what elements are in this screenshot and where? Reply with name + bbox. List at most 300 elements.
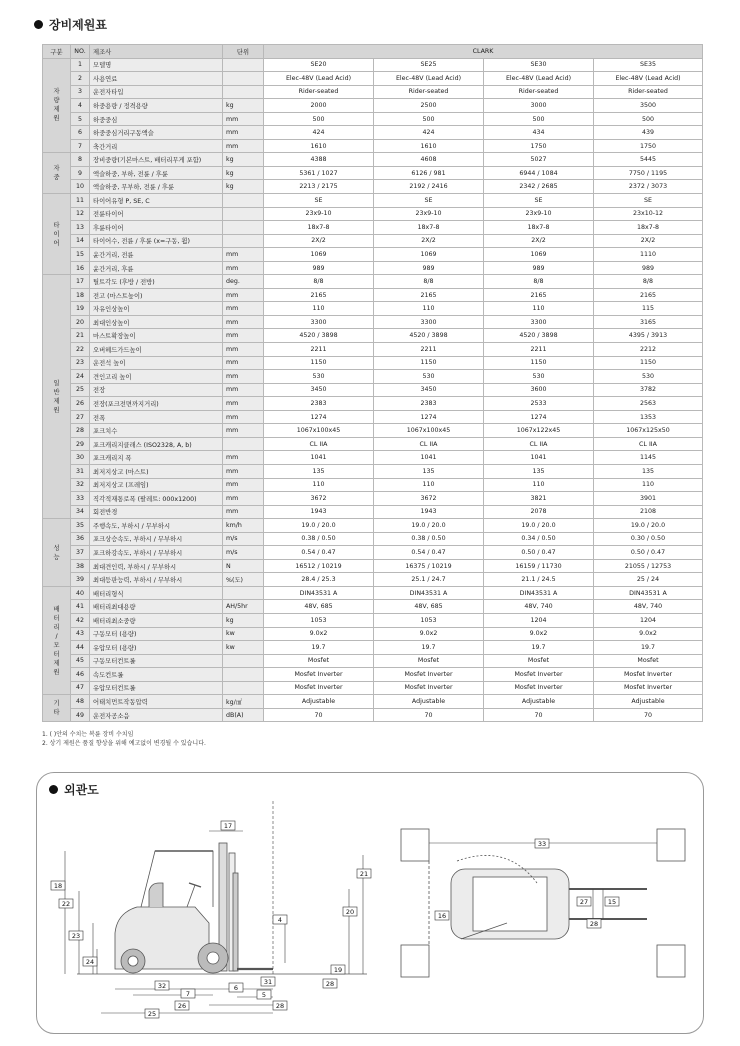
spec-value: 1274 (484, 410, 594, 424)
footnote-1: 1. ( )안의 수치는 복륜 장비 수치임 (42, 731, 134, 738)
spec-value: 2165 (264, 288, 374, 302)
spec-name: 윤간거리, 전륜 (90, 248, 223, 262)
table-row (43, 126, 703, 140)
spec-value: 2211 (484, 343, 594, 357)
spec-value: 2108 (594, 505, 703, 519)
row-number: 25 (71, 383, 90, 397)
row-number: 24 (71, 370, 90, 384)
spec-value: 2X/2 (264, 234, 374, 248)
row-number: 11 (71, 194, 90, 208)
spec-value: 2211 (374, 343, 484, 357)
dim-label-28b (323, 979, 337, 988)
spec-value: 115 (594, 302, 703, 316)
svg-text:7: 7 (185, 990, 191, 998)
spec-value: 18x7-8 (484, 221, 594, 235)
spec-value: SE (374, 194, 484, 208)
spec-value: Mosfet (484, 654, 594, 668)
spec-value: 5445 (594, 153, 703, 167)
spec-value: 70 (594, 708, 703, 722)
spec-value: 25.1 / 24.7 (374, 573, 484, 587)
dim-label-7 (181, 989, 195, 998)
row-number: 12 (71, 207, 90, 221)
spec-name: 최대견인력, 부하시 / 무부하시 (90, 559, 223, 573)
spec-name: 하중중심거리구동액슬 (90, 126, 223, 140)
spec-value: 2500 (374, 99, 484, 113)
spec-name: 틸트각도 (후방 / 전방) (90, 275, 223, 289)
table-row (43, 275, 703, 289)
spec-value: 28.4 / 25.3 (264, 573, 374, 587)
row-number: 31 (71, 464, 90, 478)
table-row (43, 546, 703, 560)
spec-value: 1150 (264, 356, 374, 370)
spec-value: 2X/2 (594, 234, 703, 248)
spec-value: 0.34 / 0.50 (484, 532, 594, 546)
spec-value: 989 (374, 261, 484, 275)
row-number: 1 (71, 58, 90, 72)
spec-value: 1067x100x45 (264, 424, 374, 438)
spec-unit: mm (223, 112, 264, 126)
svg-text:22: 22 (61, 900, 71, 908)
dim-label-6 (229, 983, 243, 992)
spec-value: Elec-48V (Lead Acid) (594, 72, 703, 86)
spec-value: 500 (264, 112, 374, 126)
spec-value: 2563 (594, 397, 703, 411)
table-row (43, 207, 703, 221)
spec-unit: kg/㎠ (223, 695, 264, 709)
spec-unit (223, 586, 264, 600)
spec-value: 18x7-8 (374, 221, 484, 235)
dim-label-24 (83, 957, 97, 966)
spec-name: 포크캐리지 폭 (90, 451, 223, 465)
svg-text:31: 31 (263, 978, 273, 986)
spec-table-body (43, 58, 703, 722)
spec-value: 1069 (374, 248, 484, 262)
category-cell: 성 능 (43, 519, 71, 587)
table-row (43, 451, 703, 465)
spec-unit (223, 437, 264, 451)
spec-value: 1150 (594, 356, 703, 370)
spec-unit (223, 221, 264, 235)
table-row (43, 343, 703, 357)
spec-value: 2X/2 (484, 234, 594, 248)
spec-unit: kg (223, 153, 264, 167)
spec-unit: mm (223, 139, 264, 153)
row-number: 28 (71, 424, 90, 438)
svg-text:6: 6 (233, 984, 239, 992)
spec-name: 최대인상높이 (90, 315, 223, 329)
spec-value: 500 (484, 112, 594, 126)
spec-value: 6126 / 981 (374, 166, 484, 180)
spec-value: 1041 (374, 451, 484, 465)
table-row (43, 573, 703, 587)
spec-value: 21.1 / 24.5 (484, 573, 594, 587)
spec-value: 135 (594, 464, 703, 478)
spec-value: 3901 (594, 492, 703, 506)
spec-name: 포크치수 (90, 424, 223, 438)
spec-value: 9.0x2 (264, 627, 374, 641)
spec-value: Mosfet Inverter (594, 668, 703, 682)
spec-name: 모델명 (90, 58, 223, 72)
spec-value: 4520 / 3898 (484, 329, 594, 343)
spec-unit: deg. (223, 275, 264, 289)
table-row (43, 505, 703, 519)
category-cell: 일 반 제 원 (43, 275, 71, 519)
table-row (43, 519, 703, 533)
spec-value: Rider-seated (374, 85, 484, 99)
spec-name: 주행속도, 부하시 / 무부하시 (90, 519, 223, 533)
spec-value: 9.0x2 (594, 627, 703, 641)
table-header-row (43, 45, 703, 59)
table-row (43, 464, 703, 478)
spec-unit (223, 234, 264, 248)
spec-name: 장비중량(기본마스트, 배터리무게 포함) (90, 153, 223, 167)
spec-name: 포크캐리지클래스 (ISO2328, A, b) (90, 437, 223, 451)
spec-value: SE (264, 194, 374, 208)
spec-value: 2165 (374, 288, 484, 302)
spec-table (42, 44, 703, 722)
spec-name: 전륜타이어 (90, 207, 223, 221)
spec-value: 2165 (594, 288, 703, 302)
spec-name: 최저지상고 (프레임) (90, 478, 223, 492)
spec-name: 배터리최대용량 (90, 600, 223, 614)
spec-name: 마스트확장높이 (90, 329, 223, 343)
spec-value: 2192 / 2416 (374, 180, 484, 194)
spec-unit: kw (223, 641, 264, 655)
spec-value: 48V, 740 (594, 600, 703, 614)
spec-name: 견인고리 높이 (90, 370, 223, 384)
spec-value: 48V, 685 (374, 600, 484, 614)
spec-value: 4388 (264, 153, 374, 167)
spec-unit: mm (223, 451, 264, 465)
spec-unit: kg (223, 613, 264, 627)
dim-label-28 (273, 1001, 287, 1010)
svg-text:28: 28 (275, 1002, 285, 1010)
spec-value: 110 (264, 302, 374, 316)
spec-value: 1041 (264, 451, 374, 465)
spec-unit: dB(A) (223, 708, 264, 722)
spec-value: 0.30 / 0.50 (594, 532, 703, 546)
dim-label-20 (343, 907, 357, 916)
spec-value: 2383 (374, 397, 484, 411)
dim-label-27 (577, 897, 591, 906)
row-number: 15 (71, 248, 90, 262)
spec-value: 18x7-8 (594, 221, 703, 235)
spec-value: 3600 (484, 383, 594, 397)
table-row (43, 194, 703, 208)
table-row (43, 424, 703, 438)
row-number: 42 (71, 613, 90, 627)
spec-value: 4520 / 3898 (374, 329, 484, 343)
row-number: 7 (71, 139, 90, 153)
spec-value: 135 (484, 464, 594, 478)
spec-value: 16159 / 11730 (484, 559, 594, 573)
spec-value: 16512 / 10219 (264, 559, 374, 573)
spec-value: 1750 (484, 139, 594, 153)
spec-value: Adjustable (374, 695, 484, 709)
spec-unit: mm (223, 464, 264, 478)
spec-name: 운전자공소음 (90, 708, 223, 722)
spec-value: 110 (594, 478, 703, 492)
category-cell: 배 터 리 / 모 터 제 원 (43, 586, 71, 694)
spec-name: 속도컨트롤 (90, 668, 223, 682)
row-number: 44 (71, 641, 90, 655)
spec-value: Adjustable (264, 695, 374, 709)
spec-unit: mm (223, 478, 264, 492)
spec-unit: mm (223, 315, 264, 329)
spec-value: 1943 (264, 505, 374, 519)
spec-unit: kg (223, 99, 264, 113)
spec-value: 0.38 / 0.50 (264, 532, 374, 546)
svg-text:5: 5 (261, 991, 267, 999)
spec-value: 2212 (594, 343, 703, 357)
table-row (43, 180, 703, 194)
spec-value: 4608 (374, 153, 484, 167)
table-row (43, 410, 703, 424)
spec-value: 1204 (484, 613, 594, 627)
table-row (43, 329, 703, 343)
spec-value: 989 (594, 261, 703, 275)
spec-value: 21055 / 12753 (594, 559, 703, 573)
table-row (43, 315, 703, 329)
spec-unit: mm (223, 410, 264, 424)
spec-name: 포크상승속도, 부하시 / 무부하시 (90, 532, 223, 546)
table-row (43, 437, 703, 451)
spec-value: 23x9-10 (264, 207, 374, 221)
category-cell: 기 타 (43, 695, 71, 722)
spec-unit: mm (223, 424, 264, 438)
bullet-icon (34, 20, 43, 29)
spec-value: 2213 / 2175 (264, 180, 374, 194)
spec-value: 16375 / 10219 (374, 559, 484, 573)
svg-text:24: 24 (85, 958, 95, 966)
spec-name: 축간거리 (90, 139, 223, 153)
spec-unit: kw (223, 627, 264, 641)
spec-name: 오버헤드가드높이 (90, 343, 223, 357)
spec-value: 500 (594, 112, 703, 126)
spec-value: 500 (374, 112, 484, 126)
spec-value: 70 (374, 708, 484, 722)
header-maker: 제조사 (90, 45, 223, 59)
spec-value: 3000 (484, 99, 594, 113)
dim-label-4 (273, 915, 287, 924)
spec-value: SE (594, 194, 703, 208)
spec-value: 2165 (484, 288, 594, 302)
spec-value: 1610 (374, 139, 484, 153)
spec-value: 530 (264, 370, 374, 384)
table-row (43, 248, 703, 262)
table-row (43, 58, 703, 72)
category-cell: 자 량 제 원 (43, 58, 71, 153)
spec-value: 9.0x2 (374, 627, 484, 641)
spec-value: 8/8 (594, 275, 703, 289)
spec-value: 110 (484, 302, 594, 316)
spec-value: 110 (374, 478, 484, 492)
spec-value: 530 (374, 370, 484, 384)
table-row (43, 668, 703, 682)
spec-value: SE30 (484, 58, 594, 72)
spec-value: 110 (484, 478, 594, 492)
row-number: 48 (71, 695, 90, 709)
row-number: 37 (71, 546, 90, 560)
row-number: 17 (71, 275, 90, 289)
spec-value: 6944 / 1084 (484, 166, 594, 180)
exterior-diagram-box (36, 772, 704, 1034)
spec-value: 2372 / 3073 (594, 180, 703, 194)
svg-text:33: 33 (537, 840, 547, 848)
spec-value: 1274 (374, 410, 484, 424)
header-category: 구분 (43, 45, 71, 59)
spec-name: 유압모터컨트롤 (90, 681, 223, 695)
spec-value: 19.7 (264, 641, 374, 655)
table-row (43, 356, 703, 370)
spec-value: 3300 (374, 315, 484, 329)
table-row (43, 532, 703, 546)
svg-text:19: 19 (333, 966, 343, 974)
table-row (43, 383, 703, 397)
spec-value: 3672 (374, 492, 484, 506)
spec-value: 0.54 / 0.47 (374, 546, 484, 560)
spec-unit: N (223, 559, 264, 573)
dim-label-15 (605, 897, 619, 906)
spec-unit: mm (223, 343, 264, 357)
spec-value: Adjustable (484, 695, 594, 709)
table-row (43, 600, 703, 614)
spec-name: 유압모터 (용량) (90, 641, 223, 655)
table-row (43, 708, 703, 722)
forklift-drawing (37, 773, 705, 1035)
dim-label-32 (155, 981, 169, 990)
spec-value: DIN43531 A (594, 586, 703, 600)
spec-value: 1110 (594, 248, 703, 262)
spec-value: 3450 (374, 383, 484, 397)
row-number: 29 (71, 437, 90, 451)
spec-value: 1274 (264, 410, 374, 424)
spec-unit: AH/5hr (223, 600, 264, 614)
spec-value: 70 (484, 708, 594, 722)
spec-value: Mosfet Inverter (484, 668, 594, 682)
spec-value: 25 / 24 (594, 573, 703, 587)
spec-value: 3300 (264, 315, 374, 329)
spec-name: 윤간거리, 후륜 (90, 261, 223, 275)
spec-unit (223, 654, 264, 668)
spec-unit: mm (223, 288, 264, 302)
spec-value: 3672 (264, 492, 374, 506)
spec-value: 1069 (484, 248, 594, 262)
table-row (43, 370, 703, 384)
row-number: 3 (71, 85, 90, 99)
spec-value: 70 (264, 708, 374, 722)
spec-unit (223, 194, 264, 208)
spec-unit: m/s (223, 532, 264, 546)
spec-unit: kg (223, 166, 264, 180)
spec-value: Mosfet Inverter (264, 668, 374, 682)
dim-label-18 (51, 881, 65, 890)
row-number: 27 (71, 410, 90, 424)
spec-unit: mm (223, 492, 264, 506)
row-number: 5 (71, 112, 90, 126)
spec-value: 2342 / 2685 (484, 180, 594, 194)
spec-name: 전장 (90, 383, 223, 397)
spec-value: SE20 (264, 58, 374, 72)
table-row (43, 234, 703, 248)
spec-value: 3165 (594, 315, 703, 329)
forklift-side-view (77, 843, 367, 974)
row-number: 26 (71, 397, 90, 411)
spec-value: Mosfet Inverter (594, 681, 703, 695)
spec-name: 후륜타이어 (90, 221, 223, 235)
spec-value: 3450 (264, 383, 374, 397)
spec-unit (223, 207, 264, 221)
spec-name: 운전석 높이 (90, 356, 223, 370)
spec-value: 1145 (594, 451, 703, 465)
row-number: 23 (71, 356, 90, 370)
spec-value: 3300 (484, 315, 594, 329)
spec-value: 3821 (484, 492, 594, 506)
table-row (43, 654, 703, 668)
row-number: 39 (71, 573, 90, 587)
spec-value: Mosfet (374, 654, 484, 668)
spec-unit: mm (223, 370, 264, 384)
header-unit: 단위 (223, 45, 264, 59)
spec-value: 1067x125x50 (594, 424, 703, 438)
spec-value: 1069 (264, 248, 374, 262)
spec-value: Rider-seated (484, 85, 594, 99)
spec-name: 배터리최소중량 (90, 613, 223, 627)
dim-label-26 (175, 1001, 189, 1010)
row-number: 19 (71, 302, 90, 316)
table-row (43, 302, 703, 316)
spec-value: 18x7-8 (264, 221, 374, 235)
spec-value: 3782 (594, 383, 703, 397)
row-number: 20 (71, 315, 90, 329)
table-row (43, 627, 703, 641)
spec-value: 48V, 685 (264, 600, 374, 614)
spec-value: 1041 (484, 451, 594, 465)
spec-value: 1150 (374, 356, 484, 370)
svg-text:26: 26 (177, 1002, 187, 1010)
svg-text:25: 25 (147, 1010, 157, 1018)
spec-value: 424 (374, 126, 484, 140)
footnote-2: 2. 상기 제원은 품질 향상을 위해 예고없이 변경될 수 있습니다. (42, 740, 206, 747)
spec-name: 전고 (마스트높이) (90, 288, 223, 302)
spec-value: 5361 / 1027 (264, 166, 374, 180)
svg-text:16: 16 (437, 912, 447, 920)
row-number: 9 (71, 166, 90, 180)
dim-label-16 (435, 911, 449, 920)
svg-text:18: 18 (53, 882, 63, 890)
spec-name: 구동모터 (용량) (90, 627, 223, 641)
dim-label-17 (221, 821, 235, 830)
spec-value: 1150 (484, 356, 594, 370)
spec-value: 19.7 (374, 641, 484, 655)
spec-value: Mosfet Inverter (264, 681, 374, 695)
spec-name: 액슬하중, 무부하, 전륜 / 후륜 (90, 180, 223, 194)
dim-label-23 (69, 931, 83, 940)
spec-value: 4395 / 3913 (594, 329, 703, 343)
spec-value: 4520 / 3898 (264, 329, 374, 343)
spec-value: Rider-seated (594, 85, 703, 99)
table-row (43, 613, 703, 627)
spec-value: 110 (374, 302, 484, 316)
spec-name: 최저지상고 (마스트) (90, 464, 223, 478)
spec-unit: %(도) (223, 573, 264, 587)
svg-text:21: 21 (359, 870, 369, 878)
spec-name: 어태치먼트작동압력 (90, 695, 223, 709)
spec-value: 8/8 (374, 275, 484, 289)
category-cell: 자 중 (43, 153, 71, 194)
spec-value: 530 (594, 370, 703, 384)
spec-value: 0.50 / 0.47 (484, 546, 594, 560)
